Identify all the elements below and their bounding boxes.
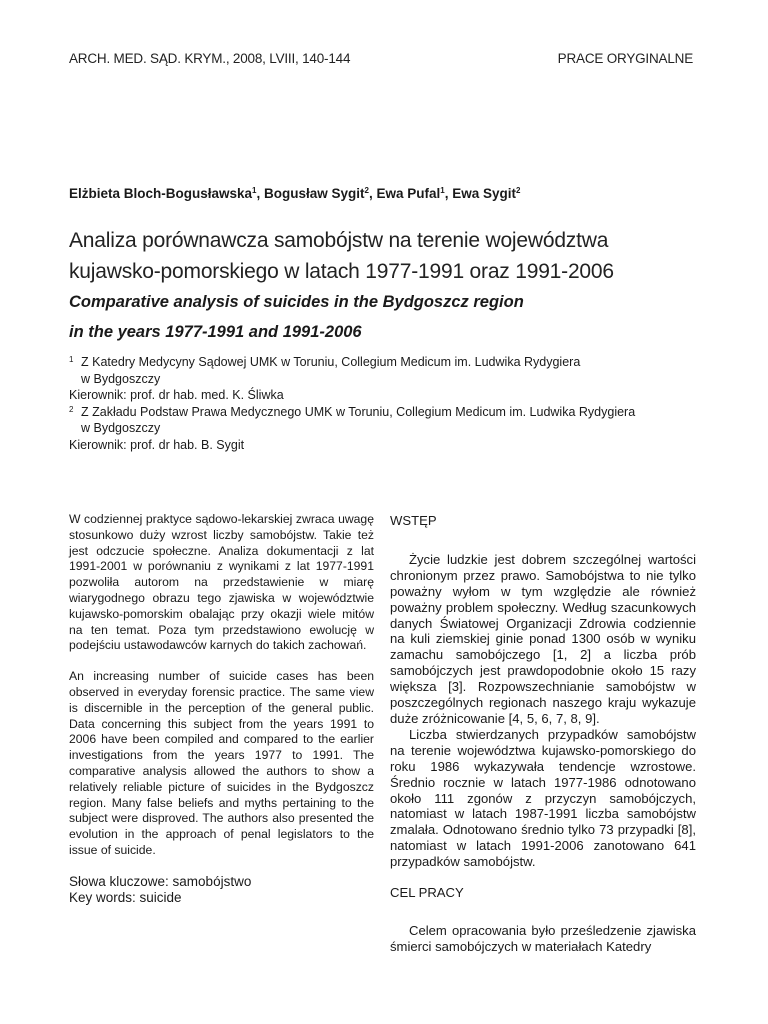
title-polish-line: Analiza porównawcza samobójstw na terenie województwa [69, 229, 609, 252]
affiliation-head: Kierownik: prof. dr hab. B. Sygit [69, 437, 245, 452]
journal-citation: ARCH. MED. SĄD. KRYM., 2008, LVIII, 140-144 [69, 51, 351, 66]
author-name: Ewa Pufal [376, 186, 441, 201]
aim-paragraph: Celem opracowania było prześledzenie zjawiska śmierci samobójczych w materiałach Katedry [390, 922, 696, 954]
title-english-line: in the years 1977-1991 and 1991-2006 [69, 323, 362, 341]
section-label: PRACE ORYGINALNE [557, 51, 693, 66]
affiliation-line: 1 Z Katedry Medycyny Sądowej UMK w Toruniu, Collegium Medicum im. Ludwika Rydygiera [69, 354, 709, 371]
affiliations [69, 354, 709, 453]
abstract-english: An increasing number of suicide cases has been observed in everyday forensic practice. The same view is discernible in the perception of the general public. Data concerning this subject from the years 1991 to 2006 have been compiled and compared to the earlier investigations from the years 1977 to 1991. The comparative analysis allowed the authors to show a relatively reliable picture of suicides in the Bydgoszcz region. Many false beliefs and myths pertaining to the subject were disproved. The authors also presented the evolution in the approach of penal legislators to the issue of suicide. [69, 669, 374, 857]
body-column [390, 513, 696, 955]
intro-paragraph: Liczba stwierdzanych przypadków samobójstw na terenie województwa kujawsko-pomorskiego do roku 1986 wykazywała tendencje wzrostowe. Średnio rocznie w latach 1977-1986 odnotowano około 111 zgonów z przyczyn samobójczych, natomiast w latach 1987-1991 liczba samobójstw zmalała. Odnotowano średnio tylko 73 przypadki [8], natomiast w latach 1991-2006 zanotowano 641 przypadków samobójstw. [390, 726, 696, 870]
section-heading-aim: CEL PRACY [390, 885, 464, 901]
affiliation-city: w Bydgoszczy [81, 371, 161, 386]
author-name: Bogusław Sygit [264, 186, 365, 201]
affiliation-number: 2 [69, 404, 74, 414]
abstract-column [69, 512, 374, 906]
title-polish-line: kujawsko-pomorskiego w latach 1977-1991 oraz 1991-2006 [69, 260, 614, 283]
affiliation-mark: 2 [364, 186, 369, 195]
affiliation-mark: 1 [440, 186, 445, 195]
author-list [69, 186, 520, 201]
author-name: Elżbieta Bloch-Bogusławska [69, 186, 253, 201]
abstract-polish: W codziennej praktyce sądowo-lekarskiej zwraca uwagę stosunkowo duży wzrost liczby samobójstw. Takie też jest odczucie społeczne. Analiza dokumentacji z lat 1991-2001 w porównaniu z wynikami z lat 1977-1991 pozwoliła autorom na przedstawienie w miarę wiarygodnego obrazu tego zjawiska w województwie kujawsko-pomorskim obalając przy okazji wiele mitów na ten temat. Poza tym przedstawiono ewolucję w podejściu ustawodawców karnych do takich zachowań. [69, 512, 374, 653]
author-separator: , [368, 186, 377, 201]
affiliation-city: w Bydgoszczy [81, 421, 161, 435]
affiliation-mark: 2 [516, 186, 521, 195]
title-english [69, 287, 709, 347]
affiliation-number: 1 [69, 355, 74, 364]
keywords-english: Key words: suicide [69, 889, 182, 905]
section-heading-intro: WSTĘP [390, 513, 437, 528]
affiliation-line: 2 Z Zakładu Podstaw Prawa Medycznego UMK w Toruniu, Collegium Medicum im. Ludwika Rydygiera [69, 404, 709, 421]
title-polish [69, 225, 709, 287]
title-english-line: Comparative analysis of suicides in the Bydgoszcz region [69, 293, 524, 311]
keywords-polish: Słowa kluczowe: samobójstwo [69, 873, 252, 889]
author-separator: , [444, 186, 453, 201]
author-name: Ewa Sygit [452, 186, 517, 201]
affiliation-head: Kierownik: prof. dr hab. med. K. Śliwka [69, 388, 284, 402]
author-separator: , [256, 186, 265, 201]
affiliation-mark: 1 [252, 186, 257, 195]
intro-paragraph: Życie ludzkie jest dobrem szczególnej wartości chronionym przez prawo. Samobójstwa to nie tylko poważny wyłom w tym względzie ale również poważny problem społeczny. Według szacunkowych danych Światowej Organizacji Zdrowia codziennie na kuli ziemskiej ginie ponad 1300 osób w wyniku zamachu samobójczego [1, 2] a liczba prób samobójczych jest prawdopodobnie około 15 razy większa [3]. Rozpowszechnianie samobójstw w poszczególnych regionach naszego kraju wykazuje duże zróżnicowanie [4, 5, 6, 7, 8, 9]. [390, 551, 696, 726]
